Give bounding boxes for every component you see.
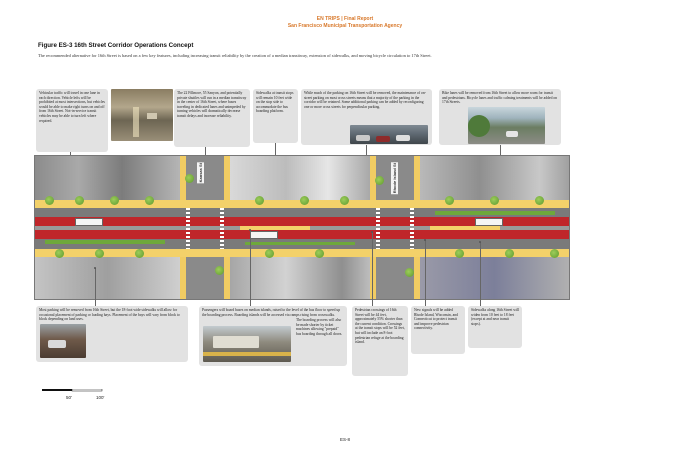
callout-parking-text: While much of the parking on 16th Street will be removed, the maintenance of on-street parking on most cross streets means that a majority of the parking in the corridor will be retained. Some additional parking can be added by reconfiguring one or more cross streets for perpendicular parking.	[304, 91, 426, 109]
callout-boarding-process-text: The boarding process will also be made shorter by ticket machines allowing "prepaid" bus boarding through all doors.	[296, 318, 343, 336]
callout-bike-lanes-text: Bike lanes will be removed from 16th Street to allow more room for transit and pedestrians. Bicycle lanes and traffic calming treatments will be added on 17th Streets.	[442, 91, 558, 105]
photo-loading-bay	[40, 324, 86, 358]
leader-line	[372, 232, 373, 306]
callout-signals: New signals will be added Rhode Island, Wisconsin, and Connecticut to protect transit and improve pedestrian connectivity.	[411, 306, 465, 354]
page-number: ES-8	[339, 437, 350, 442]
callout-median-islands-text: Passengers will board buses on median islands, raised to the level of the bus floor to speed up the boarding process. Boarding islands will be accessed via ramps rising from crosswalks.	[202, 308, 341, 317]
scale-label-100: 100'	[96, 395, 105, 400]
callout-vehicular: Vehicular traffic will travel in one lane in each direction. Vehicle lefts will be prohibited at most intersections, but vehicles would be able to make right turns on and off from 16th Street. Not-in-service transit vehicles may be able to turn left where required.	[36, 89, 108, 152]
leader-line	[250, 230, 251, 306]
figure-intro: The recommended alternative for 16th Street is based on a few key features, including increasing transit reliability by the creation of a median transitway, extension of sidewalks, and moving bicycle circulation to 17th Street.	[38, 53, 432, 58]
scale-bar-graphic	[42, 389, 122, 405]
callout-pedestrian: Pedestrian crossings of 16th Street will be 44 feet, approximately 55% shorter than the current condition. Crossings at the transit stops will be 52 feet, but will include an 8-foot pedestrian refuge at the boarding island.	[352, 306, 408, 376]
scale-bar	[42, 389, 122, 410]
leader-line	[425, 240, 426, 306]
callout-sidewalks-widen: Sidewalks along 16th Street will widen from 10 feet to 18 feet (except at and near transit stops).	[468, 306, 522, 348]
scale-label-50: 50'	[66, 395, 72, 400]
report-header-line1: EN TRIPS | Final Report	[316, 16, 374, 22]
photo-street-with-trees	[468, 107, 545, 144]
photo-parked-cars	[350, 125, 428, 144]
photo-16th-street-traffic	[111, 89, 173, 141]
callout-sidewalks-stops: Sidewalks at transit stops will remain 10 feet wide on the stop side to accommodate the bus boarding platform.	[253, 89, 298, 143]
corridor-plan-map	[34, 155, 570, 300]
figure-title: Figure ES-3 16th Street Corridor Operations Concept	[38, 42, 194, 49]
leader-line	[95, 268, 96, 308]
leader-line	[480, 242, 481, 306]
report-header-line2: San Francisco Municipal Transportation Agency	[287, 23, 403, 29]
photo-boarding-island	[203, 326, 291, 362]
street-label-rhode-island: Rhode Island St	[392, 163, 397, 194]
callout-parking-removed-text: Most parking will be removed from 16th Street, but the 18-foot wide sidewalks will allow for occasional placement of parking or loading bays. Placement of the bays will vary from block to block depending on land uses.	[39, 308, 180, 322]
callout-transitway: The 22 Fillmore, 55 Sanyon, and potentially private shuttles will run in a median transitway in the center of 16th Street, where buses traveling in dedicated lanes and unimpeded by turning vehicles will dramatically decrease transit delays and increase reliability.	[174, 89, 250, 147]
street-label-kansas: Kansas St	[198, 163, 203, 183]
